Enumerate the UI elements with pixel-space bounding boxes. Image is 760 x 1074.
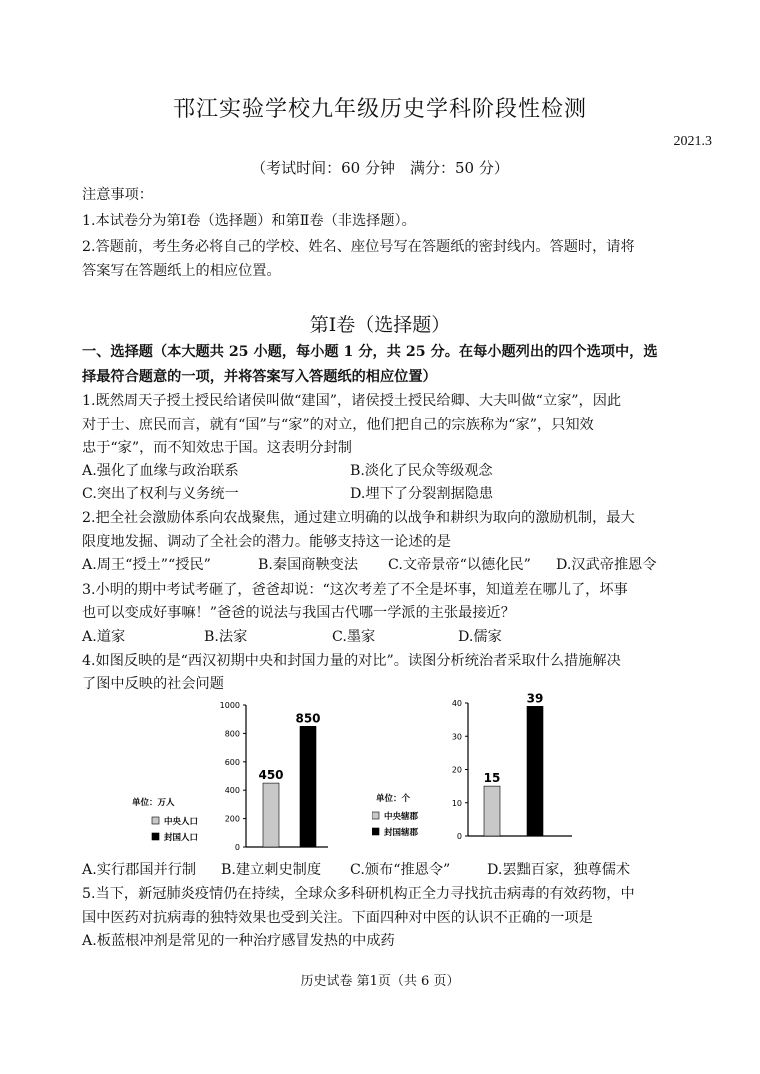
data-label: 450 (258, 768, 284, 783)
legend-label: 中央辖郡 (384, 812, 419, 822)
y-tick-label: 30 (451, 732, 462, 742)
option-b: B.秦国商鞅变法 (258, 557, 359, 573)
y-tick-label: 0 (456, 832, 462, 841)
option-b: B.法家 (204, 629, 248, 645)
question-5-text: 5.当下，新冠肺炎疫情仍在持续，全球众多科研机构正全力寻找抗击病毒的有效药物，中 (82, 886, 635, 902)
population-chart (128, 695, 328, 855)
question-5-text: 国中医药对抗病毒的独特效果也受到关注。下面四种对中医的认识不正确的一项是 (82, 910, 593, 926)
option-a: A.板蓝根冲剂是常见的一种治疗感冒发热的中成药 (82, 933, 395, 949)
option-c: C.墨家 (332, 629, 376, 645)
option-b: B.建立刺史制度 (221, 862, 322, 878)
data-label: 15 (483, 771, 501, 786)
option-a: A.实行郡国并行制 (82, 862, 197, 878)
note-item: 2.答题前，考生务必将自己的学校、姓名、座位号写在答题纸的密封线内。答题时，请将 (82, 239, 635, 255)
y-tick-label: 800 (224, 729, 240, 739)
y-tick-label: 20 (451, 765, 462, 775)
legend-swatch (372, 812, 379, 819)
option-d: D.汉武帝推恩令 (556, 557, 657, 573)
exam-info: （考试时间：60 分钟 满分：50 分） (251, 159, 509, 177)
bar (484, 786, 500, 836)
question-1-text: 对于士、庶民而言，就有“国”与“家”的对立，他们把自己的宗族称为“家”，只知效 (82, 417, 594, 433)
option-c: C.突出了权利与义务统一 (82, 486, 239, 502)
legend-label: 封国辖郡 (384, 828, 419, 838)
part-heading: 择最符合题意的一项，并将答案写入答题纸的相应位置） (82, 369, 437, 385)
question-3-text: 3.小明的期中考试考砸了，爸爸却说：“这次考差了不全是坏事，知道差在哪儿了，坏事 (82, 582, 628, 598)
unit-label: 单位：个 (376, 794, 411, 804)
option-b: B.淡化了民众等级观念 (350, 463, 493, 479)
legend-swatch (152, 817, 159, 824)
option-a: A.周王“授土”“授民” (82, 557, 211, 573)
y-tick-label: 600 (224, 757, 240, 767)
option-c: C.颁布“推恩令” (350, 862, 451, 878)
data-label: 850 (295, 711, 321, 726)
option-a: A.道家 (82, 629, 126, 645)
bar (527, 706, 543, 836)
unit-label: 单位：万人 (132, 798, 175, 808)
question-1-text: 1.既然周天子授土授民给诸侯叫做“建国”，诸侯授土授民给卿、大夫叫做“立家”，因此 (82, 393, 622, 409)
data-label: 39 (526, 691, 544, 706)
option-d: D.埋下了分裂割据隐患 (350, 486, 494, 502)
y-tick-label: 200 (224, 814, 240, 824)
option-d: D.儒家 (458, 629, 502, 645)
exam-date: 2021.3 (673, 134, 712, 149)
legend-swatch (152, 833, 159, 840)
notes-heading: 注意事项： (82, 187, 153, 203)
note-item: 答案写在答题纸上的相应位置。 (82, 263, 281, 279)
question-4-text: 4.如图反映的是“西汉初期中央和封国力量的对比”。读图分析统治者采取什么措施解决 (82, 653, 621, 669)
bar (263, 783, 279, 847)
bar (300, 726, 316, 847)
y-tick-label: 1000 (219, 701, 240, 710)
legend-label: 封国人口 (164, 833, 199, 843)
option-d: D.罢黜百家，独尊儒术 (487, 862, 631, 878)
note-item: 1.本试卷分为第Ⅰ卷（选择题）和第Ⅱ卷（非选择题）。 (82, 213, 416, 229)
legend-swatch (372, 828, 379, 835)
part-heading: 一、选择题（本大题共 25 小题，每小题 1 分，共 25 分。在每小题列出的四个选项中，选 (82, 344, 658, 360)
question-1-text: 忠于“家”，而不知效忠于国。这表明分封制 (82, 440, 352, 456)
y-tick-label: 10 (451, 798, 462, 808)
page-footer: 历史试卷 第1页（共 6 页） (300, 974, 460, 989)
question-3-text: 也可以变成好事嘛！”爸爸的说法与我国古代哪一学派的主张最接近？ (82, 605, 515, 621)
page-title: 邗江实验学校九年级历史学科阶段性检测 (172, 97, 587, 122)
y-tick-label: 0 (234, 843, 240, 852)
prefecture-chart (372, 690, 572, 850)
question-2-text: 2.把全社会激励体系向农战聚焦，通过建立明确的以战争和耕织为取向的激励机制，最大 (82, 510, 635, 526)
option-c: C.文帝景帝“以德化民” (388, 557, 531, 573)
legend-label: 中央人口 (164, 817, 199, 827)
section-title: 第Ⅰ卷（选择题） (309, 314, 451, 336)
question-4-text: 了图中反映的社会问题 (82, 676, 224, 692)
question-2-text: 限度地发掘、调动了全社会的潜力。能够支持这一论述的是 (82, 534, 451, 550)
y-tick-label: 400 (224, 786, 240, 796)
y-tick-label: 40 (451, 699, 462, 708)
option-a: A.强化了血缘与政治联系 (82, 463, 239, 479)
